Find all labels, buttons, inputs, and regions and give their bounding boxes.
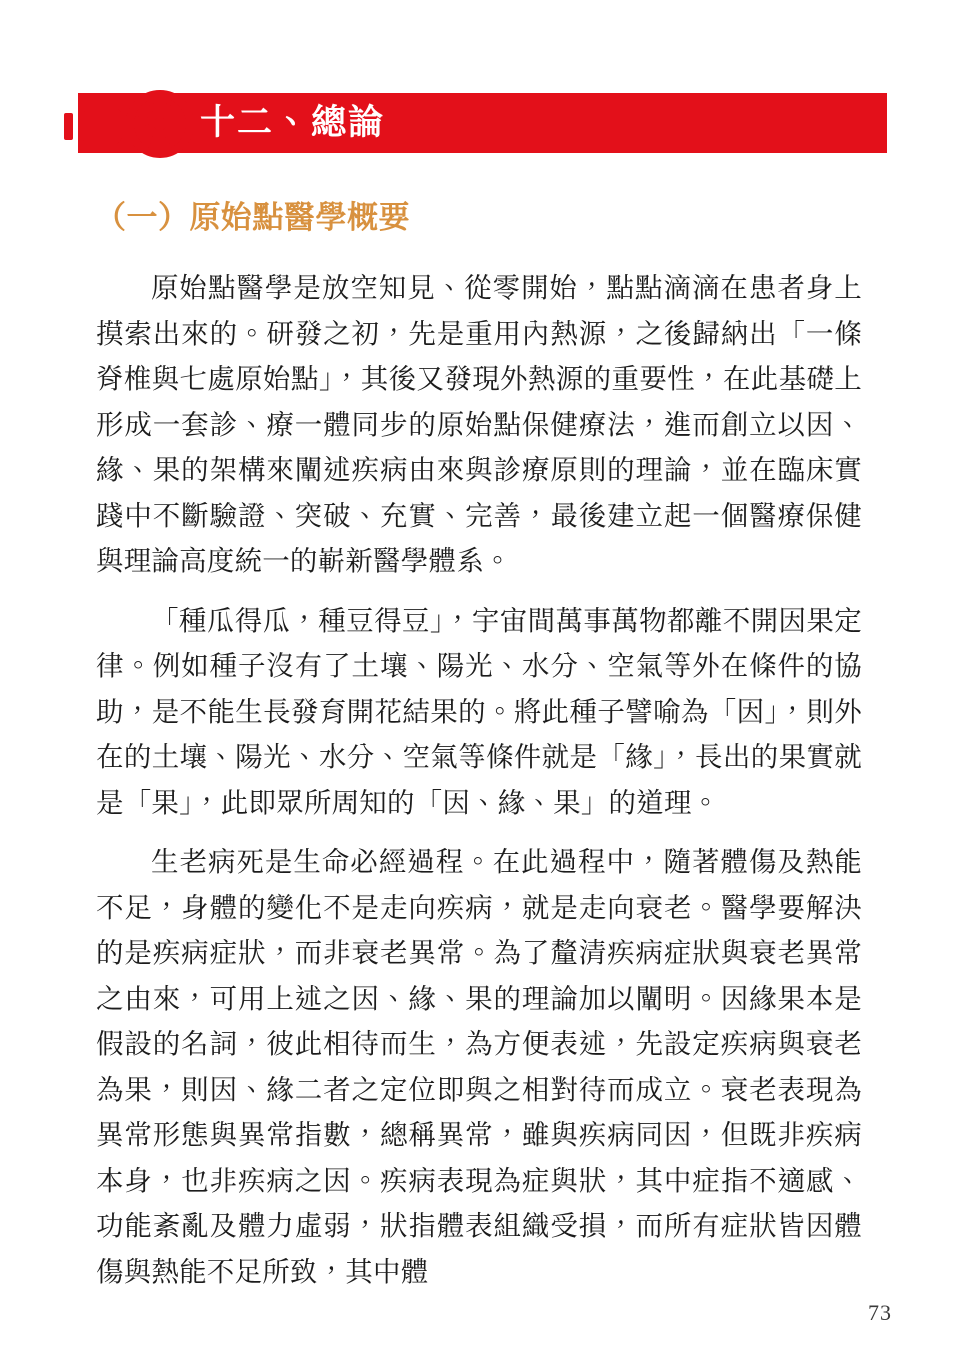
icon-accent-bar — [64, 113, 73, 140]
paragraph: 「種瓜得瓜，種豆得豆」，宇宙間萬事萬物都離不開因果定律。例如種子沒有了土壤、陽光、水分、空氣等外在條件的協助，是不能生長發育開花結果的。將此種子譬喻為「因」，則外在的土壤、陽光、水分、空氣等條件就是「緣」，長出的果實就是「果」，此即眾所周知的「因、緣、果」的道理。 — [96, 604, 862, 818]
paragraph: 生老病死是生命必經過程。在此過程中，隨著體傷及熱能不足，身體的變化不是走向疾病，就是走向衰老。醫學要解決的是疾病症狀，而非衰老異常。為了釐清疾病症狀與衰老異常之由來，可用上述之因、緣、果的理論加以闡明。因緣果本是假設的名詞，彼此相待而生，為方便表述，先設定疾病與衰老為果，則因、緣二者之定位即與之相對待而成立。衰老表現為異常形態與異常指數，總稱異常，雖與疾病同因，但既非疾病本身，也非疾病之因。疾病表現為症與狀，其中症指不適感、功能紊亂及體力虛弱，狀指體表組織受損，而所有症狀皆因體傷與熱能不足所致，其中體 — [96, 846, 862, 1287]
body-text-container — [96, 265, 862, 1294]
paragraph: 原始點醫學是放空知見、從零開始，點點滴滴在患者身上摸索出來的。研發之初，先是重用內熱源，之後歸納出「一條脊椎與七處原始點」，其後又發現外熱源的重要性，在此基礎上形成一套診、療一體同步的原始點保健療法，進而創立以因、緣、果的架構來闡述疾病由來與診療原則的理論，並在臨床實踐中不斷驗證、突破、充實、完善，最後建立起一個醫療保健與理論高度統一的嶄新醫學體系。 — [96, 272, 862, 576]
section-heading: （一）原始點醫學概要 — [95, 200, 410, 235]
chapter-banner — [78, 93, 887, 153]
chapter-title: 十二、總論 — [200, 102, 386, 142]
page-number: 73 — [868, 1300, 892, 1325]
